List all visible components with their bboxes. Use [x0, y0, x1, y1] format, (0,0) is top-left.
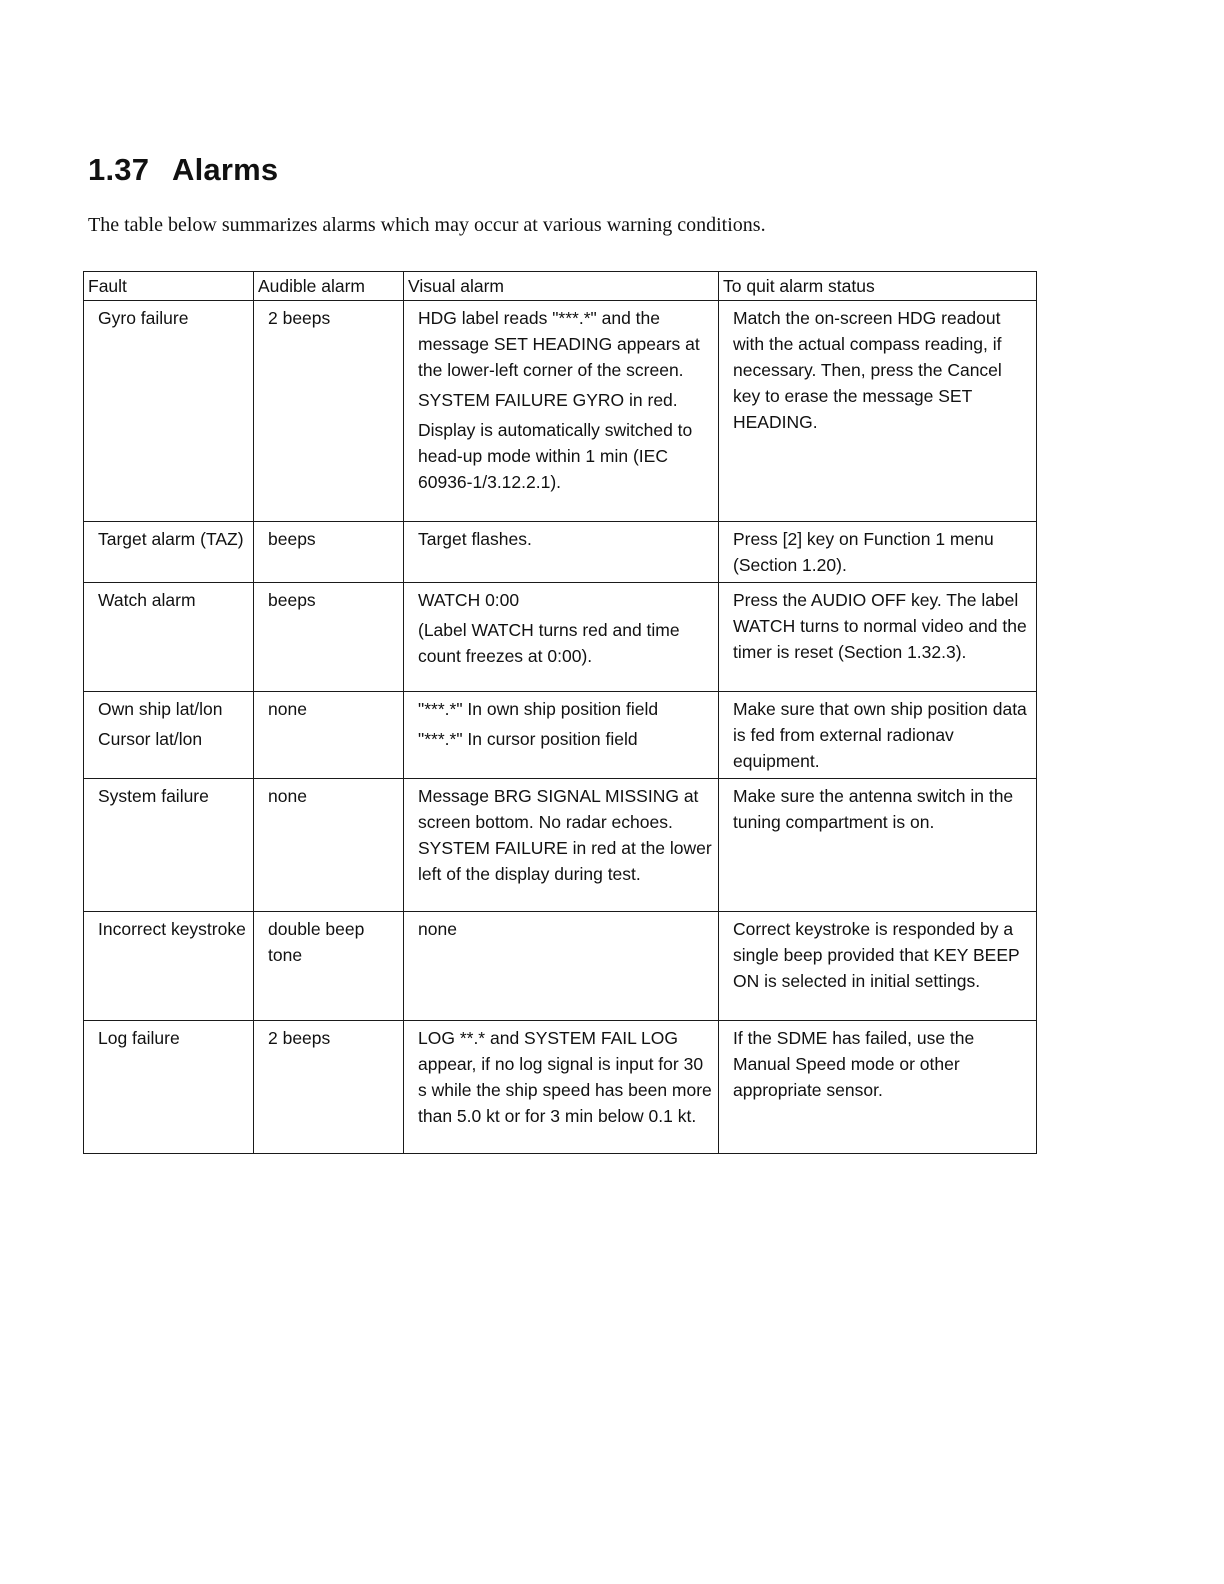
fault-cell: Gyro failure [84, 301, 254, 522]
visual-text: "***.*" In own ship position field [418, 699, 659, 719]
quit-cell: Correct keystroke is responded by a single beep provided that KEY BEEP ON is selected in initial settings. [719, 912, 1037, 1021]
table-row [84, 779, 1037, 912]
header-quit-alarm-status: To quit alarm status [719, 272, 1037, 301]
visual-text: none [418, 919, 457, 939]
audible-cell: 2 beeps [254, 301, 404, 522]
section-number: 1.37 [88, 152, 150, 187]
quit-cell: Make sure that own ship position data is fed from external radionav equipment. [719, 692, 1037, 779]
visual-text: Display is automatically switched to head-up mode within 1 min (IEC 60936-1/3.12.2.1). [418, 420, 693, 492]
audible-cell: double beep tone [254, 912, 404, 1021]
audible-cell: none [254, 779, 404, 912]
section-heading [88, 152, 278, 188]
fault-cell: Target alarm (TAZ) [84, 522, 254, 583]
visual-text: HDG label reads "***.*" and the message SET HEADING appears at the lower-left corner of the screen. [418, 308, 700, 380]
fault-cell [84, 692, 254, 779]
table-row [84, 301, 1037, 522]
quit-cell: Make sure the antenna switch in the tuning compartment is on. [719, 779, 1037, 912]
audible-cell: beeps [254, 522, 404, 583]
visual-cell [404, 583, 719, 692]
section-title: Alarms [172, 152, 279, 187]
quit-cell: If the SDME has failed, use the Manual Speed mode or other appropriate sensor. [719, 1021, 1037, 1154]
header-fault: Fault [84, 272, 254, 301]
table-row [84, 912, 1037, 1021]
fault-cell: System failure [84, 779, 254, 912]
visual-text: Message BRG SIGNAL MISSING at screen bottom. No radar echoes. SYSTEM FAILURE in red at the lower left of the display during test. [418, 786, 712, 884]
fault-text: Cursor lat/lon [98, 729, 203, 749]
fault-cell: Incorrect keystroke [84, 912, 254, 1021]
visual-cell [404, 779, 719, 912]
quit-cell: Press the AUDIO OFF key. The label WATCH turns to normal video and the timer is reset (Section 1.32.3). [719, 583, 1037, 692]
table-row [84, 1021, 1037, 1154]
visual-text: (Label WATCH turns red and time count freezes at 0:00). [418, 620, 680, 666]
table-row [84, 583, 1037, 692]
table-row [84, 522, 1037, 583]
table-header-row [84, 272, 1037, 301]
header-visual-alarm: Visual alarm [404, 272, 719, 301]
fault-cell: Log failure [84, 1021, 254, 1154]
audible-cell: beeps [254, 583, 404, 692]
audible-cell: none [254, 692, 404, 779]
fault-text: Own ship lat/lon [98, 699, 223, 719]
visual-cell [404, 301, 719, 522]
quit-cell: Press [2] key on Function 1 menu (Section 1.20). [719, 522, 1037, 583]
intro-paragraph: The table below summarizes alarms which may occur at various warning conditions. [88, 214, 766, 236]
table-row [84, 692, 1037, 779]
visual-text: "***.*" In cursor position field [418, 729, 638, 749]
visual-text: WATCH 0:00 [418, 590, 520, 610]
visual-text: SYSTEM FAILURE GYRO in red. [418, 390, 678, 410]
quit-cell: Match the on-screen HDG readout with the actual compass reading, if necessary. Then, press the Cancel key to erase the message SET HEADING. [719, 301, 1037, 522]
visual-text: Target flashes. [418, 529, 532, 549]
visual-cell [404, 522, 719, 583]
visual-cell [404, 692, 719, 779]
visual-cell [404, 1021, 719, 1154]
fault-cell: Watch alarm [84, 583, 254, 692]
header-audible-alarm: Audible alarm [254, 272, 404, 301]
visual-text: LOG **.* and SYSTEM FAIL LOG appear, if no log signal is input for 30 s while the ship speed has been more than 5.0 kt or for 3 min below 0.1 kt. [418, 1028, 712, 1126]
audible-cell: 2 beeps [254, 1021, 404, 1154]
alarms-table [83, 271, 1037, 1154]
visual-cell [404, 912, 719, 1021]
